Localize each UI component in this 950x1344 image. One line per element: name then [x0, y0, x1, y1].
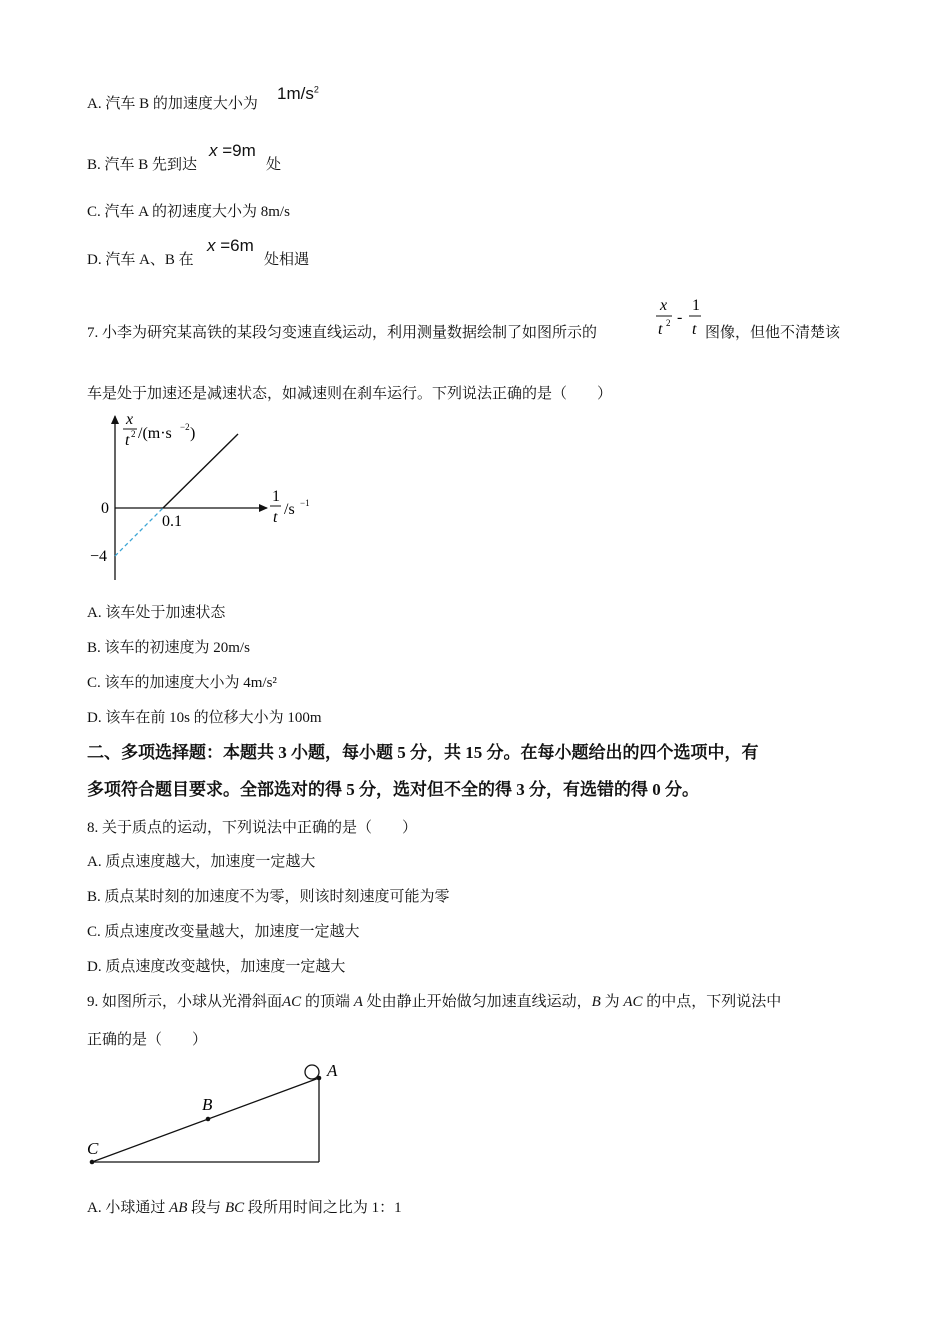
- q9-stem-part-b: AC: [282, 994, 302, 1010]
- q6-option-a-formula: [277, 84, 319, 104]
- q8-option-c: C. 质点速度改变量越大，加速度一定越大: [87, 924, 360, 940]
- q6-option-b-text: B. 汽车 B 先到达: [87, 157, 198, 173]
- section2-heading-line1: 二、多项选择题：本题共 3 小题，每小题 5 分，共 15 分。在每小题给出的四个选项中，有: [87, 743, 759, 762]
- q9-stem-part-c: 的顶端: [301, 994, 354, 1010]
- q9-stem-part-f: B: [591, 994, 601, 1010]
- q9-ball: [305, 1065, 319, 1079]
- q9-label-a: A: [327, 1061, 338, 1080]
- q7-graph-y-label-unit: /(m·s: [138, 425, 172, 442]
- q6-option-d-var: x: [207, 236, 216, 255]
- q7-option-c: C. 该车的加速度大小为 4m/s²: [87, 675, 277, 691]
- q9-option-a-part-a: A. 小球通过: [87, 1200, 170, 1216]
- q6-option-d-text: D. 汽车 A、B 在: [87, 252, 194, 268]
- q9-stem-part-d: A: [353, 994, 363, 1010]
- q8-option-d: D. 质点速度改变越快，加速度一定越大: [87, 959, 346, 975]
- q7-graph-x-label-unit-exp: −1: [300, 498, 310, 508]
- q7-stem-line2: 车是处于加速还是减速状态，如减速则在刹车运行。下列说法正确的是（ ）: [87, 386, 613, 402]
- q9-option-a-part-d: BC: [224, 1200, 245, 1216]
- q7-graph-y-label-num: x: [126, 411, 134, 428]
- q7-graph-dashed-extension: [115, 508, 163, 556]
- q7-stem-fraction: [655, 294, 703, 344]
- q7-graph-y-label-unit-exp: −2: [180, 422, 190, 432]
- q6-option-a-text: A. 汽车 B 的加速度大小为: [87, 96, 258, 112]
- q6-option-d-val: =6m: [215, 236, 254, 255]
- q7-option-b: B. 该车的初速度为 20m/s: [87, 640, 250, 656]
- q7-stem-line1: 7. 小李为研究某高铁的某段匀变速直线运动，利用测量数据绘制了如图所示的: [87, 325, 598, 341]
- q7-graph-x-label-num: 1: [272, 488, 280, 505]
- q7-graph-y-tick: −4: [90, 548, 108, 565]
- q9-incline-figure: [82, 1058, 352, 1170]
- q9-point-b: [206, 1117, 211, 1122]
- q9-label-c: C: [87, 1139, 99, 1158]
- q6-option-b-val: =9m: [217, 141, 256, 160]
- q6-option-a: [87, 94, 258, 114]
- q7-graph: [85, 408, 325, 588]
- q9-option-a-part-c: 段与: [187, 1200, 225, 1216]
- q6-option-b: [87, 155, 197, 175]
- q6-option-c: C. 汽车 A 的初速度大小为 8m/s: [87, 204, 290, 220]
- q9-stem-part-g: 为: [600, 994, 624, 1010]
- q6-option-d-post: 处相遇: [264, 252, 310, 268]
- q7-graph-x-tick: 0.1: [162, 513, 182, 530]
- q7-graph-y-label-exp: 2: [131, 429, 136, 439]
- q9-stem-part-h: AC: [623, 994, 643, 1010]
- q8-stem: 8. 关于质点的运动，下列说法中正确的是（ ）: [87, 820, 418, 836]
- q7-frac1-den: t: [658, 321, 663, 338]
- q7-graph-y-label-close: ): [190, 425, 196, 442]
- q9-option-a: [87, 1198, 402, 1218]
- q9-label-b: B: [202, 1095, 213, 1114]
- q9-stem-line2: 正确的是（ ）: [87, 1032, 208, 1048]
- q9-point-a: [317, 1076, 322, 1081]
- q6-option-d: [87, 250, 194, 270]
- q6-option-d-formula: [207, 236, 254, 256]
- q7-frac1-num: x: [660, 297, 668, 314]
- q7-option-a: A. 该车处于加速状态: [87, 605, 226, 621]
- q7-graph-x-label-unit: /s: [284, 501, 295, 518]
- q7-frac1-exp: 2: [666, 318, 671, 328]
- q9-option-a-part-b: AB: [169, 1200, 188, 1216]
- q7-frac-dash: -: [677, 309, 683, 326]
- q9-option-a-part-e: 段所用时间之比为 1：1: [244, 1200, 402, 1216]
- q7-stem-line1-post: 图像，但他不清楚该: [705, 325, 841, 341]
- q7-graph-origin: 0: [101, 500, 109, 517]
- q9-incline-slope: [92, 1078, 319, 1162]
- q7-graph-x-label-den: t: [273, 509, 278, 526]
- q9-stem-part-a: 9. 如图所示，小球从光滑斜面: [87, 994, 283, 1010]
- q6-option-b-var: x: [209, 141, 218, 160]
- q7-graph-line: [163, 434, 238, 508]
- q6-option-a-value: 1m/s: [277, 84, 314, 103]
- q7-frac2-den: t: [692, 321, 697, 338]
- q9-stem-part-i: 的中点，下列说法中: [642, 994, 782, 1010]
- section2-heading-line2: 多项符合题目要求。全部选对的得 5 分，选对但不全的得 3 分，有选错的得 0 分。: [87, 780, 699, 799]
- q9-point-c: [90, 1160, 95, 1165]
- q7-option-d: D. 该车在前 10s 的位移大小为 100m: [87, 710, 322, 726]
- q8-option-b: B. 质点某时刻的加速度不为零，则该时刻速度可能为零: [87, 889, 450, 905]
- q6-option-a-exp: 2: [313, 84, 319, 95]
- q8-option-a: A. 质点速度越大，加速度一定越大: [87, 854, 316, 870]
- q9-stem-line1: [87, 992, 781, 1012]
- q6-option-b-post: 处: [266, 157, 282, 173]
- q7-frac2-num: 1: [692, 297, 700, 314]
- q7-graph-y-label-den: t: [125, 432, 130, 449]
- q6-option-b-formula: [209, 141, 256, 161]
- q9-stem-part-e: 处由静止开始做匀加速直线运动，: [362, 994, 592, 1010]
